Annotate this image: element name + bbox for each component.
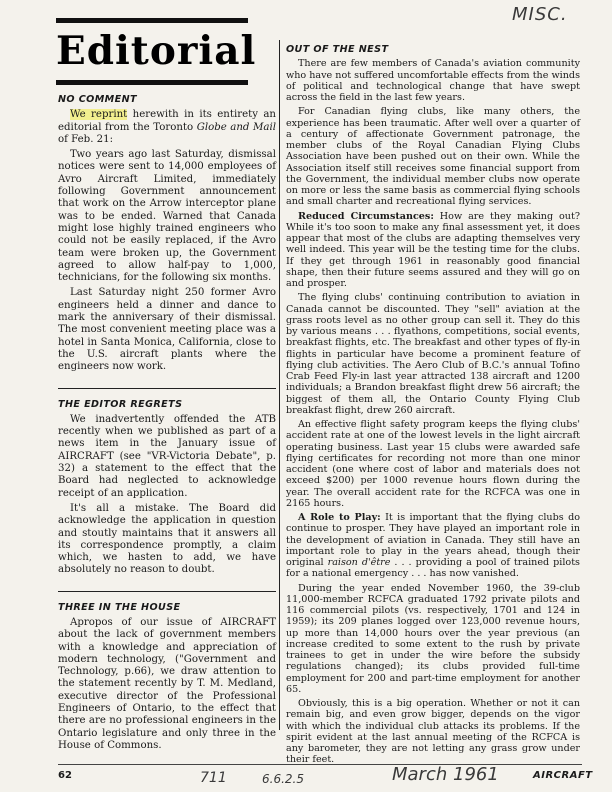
paragraph: Reduced Circumstances: How are they making out? While it's too soon to make any final assessment yet, it does appear that most of the clubs are adapting themselves very well indeed. This year will be the testing time for the clubs. If they get through 1961 in reasonably good financial shape, then their future seems assured and they will go on and prosper.	[286, 210, 580, 289]
paragraph: An effective flight safety program keeps the flying clubs' accident rate at one of the lowest levels in the light aircraft operating business. Last year 15 clubs were awarded safe flying certificates for recording not more than one minor accident (one where cost of labor and materials does not exceed $200) per 1000 revenue hours flown during the year. The overall accident rate for the RCFCA was one in 2165 hours.	[286, 419, 580, 509]
paragraph: A Role to Play: It is important that the flying clubs do continue to prosper. They have played an important role in the development of aviation in Canada. They still have an important role to play in the years ahead, though their original raison d'être . . . providing a pool of trained pilots for a national emergency . . . has now vanished.	[286, 512, 580, 580]
section-three-in-house	[58, 602, 276, 753]
column-divider	[279, 40, 280, 730]
paragraph: Last Saturday night 250 former Avro engineers held a dinner and dance to mark the anniversary of their dismissal. The most convenient meeting place was a hotel in Santa Monica, California, close to the U.S. aircraft plants where the engineers now work.	[58, 287, 276, 373]
paragraph: The flying clubs' continuing contribution to aviation in Canada cannot be discounted. They "sell" aviation at the grass roots level as no other group can sell it. They do this by various means . . . flyathons, competitions, social events, breakfast flights, etc. The breakfast and other types of fly-in flights in particular have become a prominent feature of flying club activities. The Aero Club of B.C.'s annual Tofino Crab Feed Fly-in last year attracted 138 aircraft and 1200 individuals; a Brandon breakfast flight drew 56 aircraft; the biggest of them all, the Ontario County Flying Club breakfast flight, drew 260 aircraft.	[286, 292, 580, 416]
section-editor-regrets	[58, 399, 276, 577]
section-heading: OUT OF THE NEST	[286, 44, 389, 55]
masthead	[56, 18, 257, 85]
left-column	[58, 94, 276, 766]
page-number: 62	[58, 770, 72, 781]
paragraph: During the year ended November 1960, the 39-club 11,000-member RCFCA graduated 1792 private pilots and 116 commercial pilots (vs. respectively, 1701 and 124 in 1959); its 209 planes logged over 123,000 revenue hours, up more than 14,000 hours over the year previous (an increase credited to some extent to the rush by private trainees to get in under the wire before the subsidy regulations changed); its clubs provided full-time employment for 200 and part-time employment for another 65.	[286, 582, 580, 695]
section-heading: THE EDITOR REGRETS	[58, 398, 183, 410]
highlighted-text: We reprint	[70, 109, 128, 121]
paragraph: It's all a mistake. The Board did acknowledge the application in question and stoutly maintains that it answers all its correspondence promptly, a claim which, we hasten to add, we have absolutely no reason to doubt.	[58, 502, 276, 576]
magazine-name: AIRCRAFT	[533, 770, 593, 781]
footer-rule	[58, 764, 582, 765]
section-heading: NO COMMENT	[58, 94, 137, 105]
right-column	[286, 44, 580, 769]
run-in-heading: A Role to Play:	[298, 512, 381, 523]
paragraph: For Canadian flying clubs, like many others, the experience has been traumatic. After well over a quarter of a century of affectionate Government patronage, the member clubs of the Royal Canadian Flying Clubs Association have been pushed out on their own. While the Association itself still receives some financial support from the Government, the individual member clubs now operate on more or less the same basis as commercial flying schools and small charter and recreational flying services.	[286, 106, 580, 208]
handwritten-note-top: MISC.	[512, 4, 568, 25]
paragraph: There are few members of Canada's aviation community who have not suffered uncomfortable effects from the winds of political and technological change that have swept across the field in the last few years.	[286, 58, 580, 103]
paragraph: Two years ago last Saturday, dismissal notices were sent to 14,000 employees of Avro Aircraft Limited, immediately following Government announcement that work on the Arrow interceptor plane was to be ended. Warned that Canada might lose highly trained engineers who could not be easily replaced, if the Avro team were broken up, the Government agreed to allow half-pay to 1,000, technicians, for the following six months.	[58, 149, 276, 284]
paragraph: Apropos of our issue of AIRCRAFT about the lack of government members with a knowledge and appreciation of modern technology, ("Government and Technology, p.66), we draw attention to the statement recently by T. M. Medland, executive director of the Professional Engineers of Ontario, to the effect that there are no professional engineers in the Ontario legislature and only three in the House of Commons.	[58, 616, 276, 751]
section-rule	[58, 591, 276, 592]
handwritten-date: March 1961	[392, 764, 499, 785]
run-in-heading: Reduced Circumstances:	[298, 210, 434, 222]
masthead-title: Editorial	[56, 28, 257, 74]
section-no-comment	[58, 94, 276, 374]
handwritten-note-bottom: 711	[200, 770, 227, 786]
section-rule	[58, 388, 276, 389]
paragraph: Obviously, this is a big operation. Whether or not it can remain big, and even grow bigger, depends on the vigor with which the individual club attacks its problems. If the spirit evident at the last annual meeting of the RCFCA is any barometer, they are not letting any grass grow under their feet.	[286, 698, 580, 766]
section-heading: THREE IN THE HOUSE	[58, 601, 181, 613]
handwritten-note-bottom: 6.6.2.5	[262, 772, 304, 786]
paragraph: We inadvertently offended the ATB recently when we published as part of a news item in the January issue of AIRCRAFT (see "VR-Victoria Debate", p. 32) a statement to the effect that the Board had neglected to acknowledge receipt of an application.	[58, 413, 276, 499]
paragraph: We reprint herewith in its entirety an editorial from the Toronto Globe and Mail of Feb. 21:	[58, 109, 277, 145]
